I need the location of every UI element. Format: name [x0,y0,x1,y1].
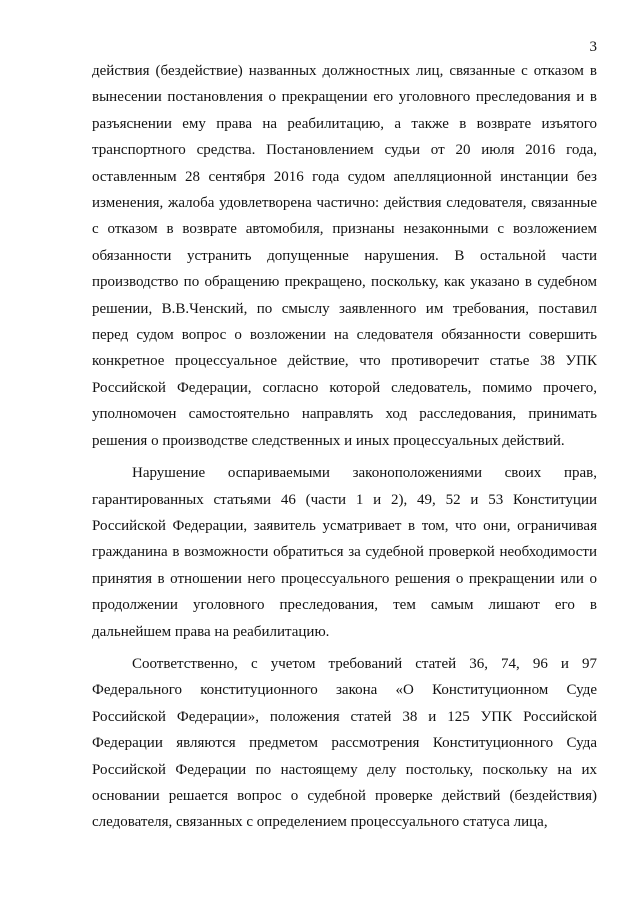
paragraph: Соответственно, с учетом требований статей 36, 74, 96 и 97 Федерального конституционного закона «О Конституционном Суде Российской Федерации», положения статей 38 и 125 УПК Российской Федерации являются предметом рассмотрения Конституционного Суда Российской Федерации по настоящему делу постольку, поскольку на их основании решается вопрос о судебной проверке действий (бездействия) следователя, связанных с определением процессуального статуса лица, [92,655,597,831]
paragraph: действия (бездействие) названных должностных лиц, связанные с отказом в вынесении постановления о прекращении его уголовного преследования и в разъяснении ему права на реабилитацию, а также в возврате изъятого транспортного средства. Постановлением судьи от 20 июля 2016 года, оставленным 28 сентября 2016 года судом апелляционной инстанции без изменения, жалоба удовлетворена частично: действия следователя, связанные с отказом в возврате автомобиля, признаны незаконными с возложением обязанности устранить допущенные нарушения. В остальной части производство по обращению прекращено, поскольку, как указано в судебном решении, В.В.Ченский, по смыслу заявленного им требования, поставил перед судом вопрос о возложении на следователя обязанности совершить конкретное процессуальное действие, что противоречит статье 38 УПК Российской Федерации, согласно которой следователь, помимо прочего, уполномочен самостоятельно направлять ход расследования, принимать решения о производстве следственных и иных процессуальных действий. [92,63,597,449]
page-number: 3 [589,39,597,55]
document-body [92,58,597,836]
paragraph: Нарушение оспариваемыми законоположениями своих прав, гарантированных статьями 46 (части 1 и 2), 49, 52 и 53 Конституции Российской Федерации, заявитель усматривает в том, что они, ограничивая гражданина в возможности обратиться за судебной проверкой необходимости принятия в отношении него процессуального решения о прекращении или о продолжении уголовного преследования, тем самым лишают его в дальнейшем права на реабилитацию. [92,465,597,640]
